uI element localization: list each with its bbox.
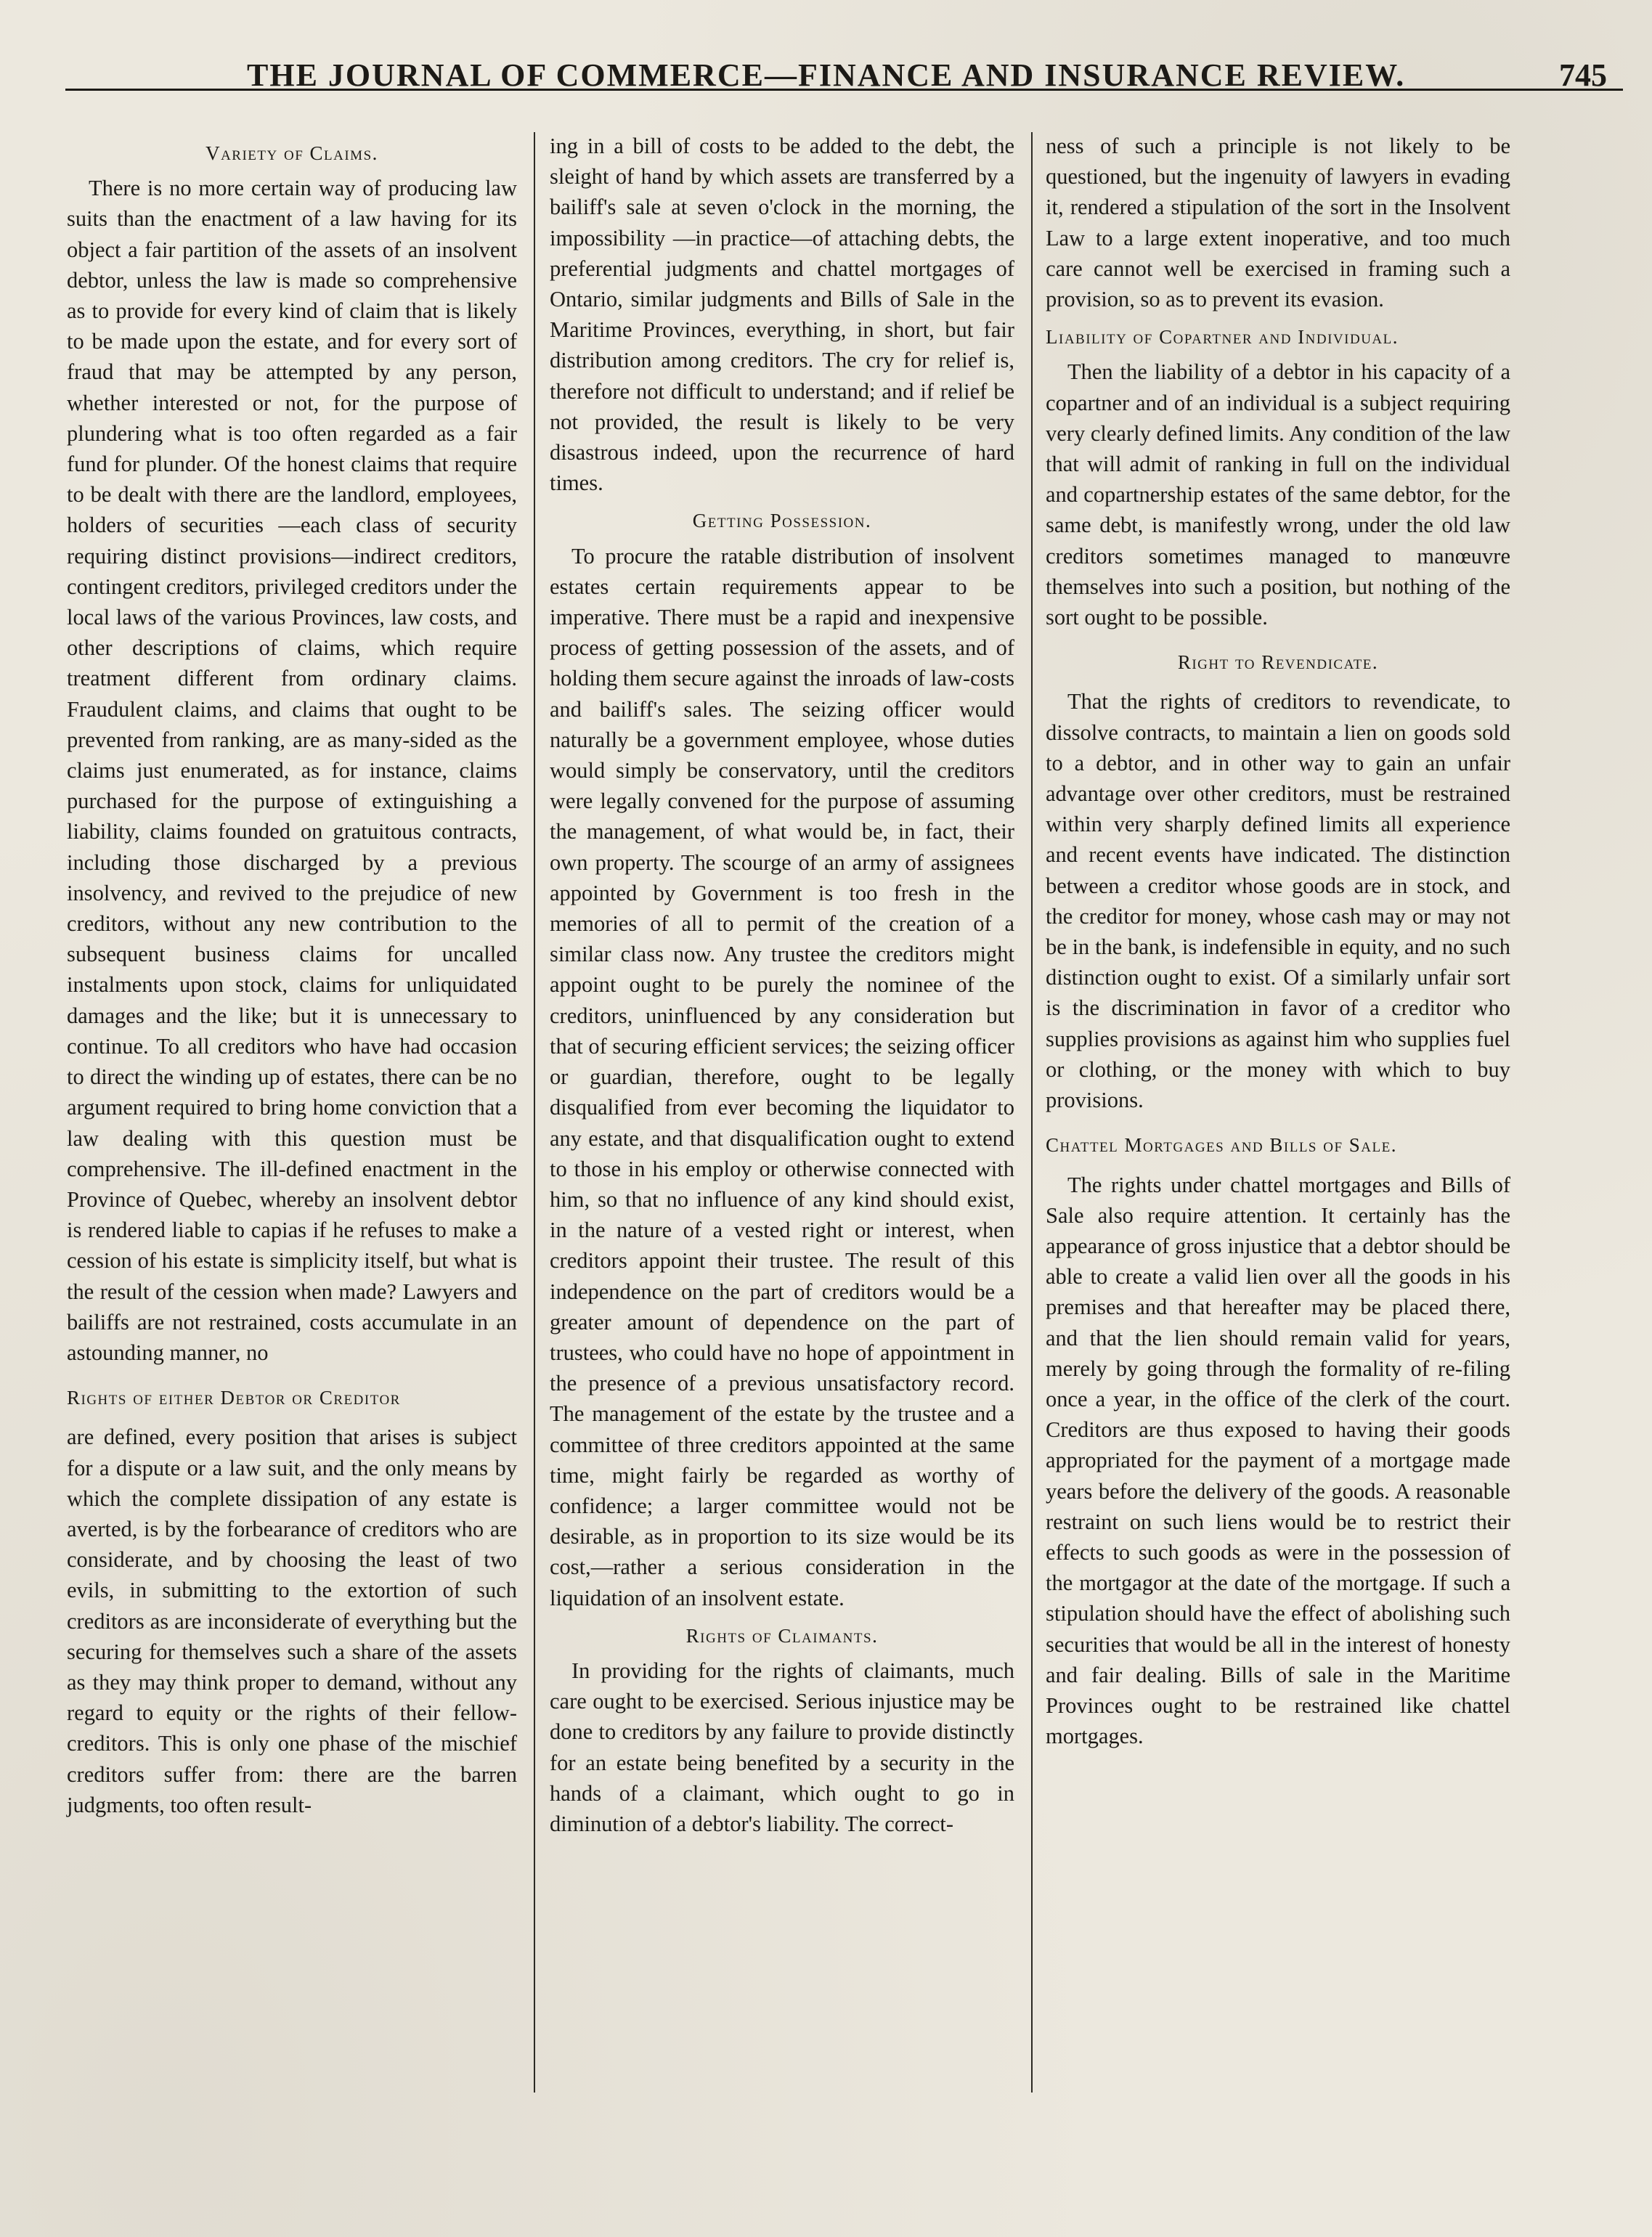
paragraph: That the rights of creditors to revendicate, to dissolve contracts, to maintain a lien on goods sold to a debtor, and in other way to gain an unfair advantage over other creditors, must be restrained within very sharply defined limits all experience and recent events have indicated. The distinction between a creditor whose goods are in stock, and the creditor for money, whose cash may or may not be in the bank, is indefensible in equity, and no such distinction ought to exist. Of a similarly unfair sort is the discrimination in favor of a creditor who supplies provisions as against him who supplies fuel or clothing, or the money with which to buy provisions. [1046,689,1510,1113]
paragraph: To procure the ratable distribution of insolvent estates certain requirements appear to be imperative. There must be a rapid and inexpensive process of getting possession of the assets, and of holding them secure against the inroads of law-costs and bailiff's sales. The seizing officer would naturally be a government employee, whose duties would simply be conservatory, until the creditors were legally convened for the purpose of assuming the management, of what would be, in fact, their own property. The scourge of an army of assignees appointed by Government is too fresh in the memories of all to permit of the creation of a similar class now. Any trustee the creditors might appoint ought to be purely the nominee of the creditors, uninfluenced by any consideration but that of securing efficient services; the seizing officer or guardian, therefore, ought to be legally disqualified from ever becoming the liquidator to any estate, and that disqualification ought to extend to those in his employ or otherwise connected with him, so that no influence of any kind should exist, in the nature of a vested right or interest, when creditors appoint their trustee. The result of this independence on the part of creditors would be a greater amount of dependence on the part of trustees, who could have no hope of appointment in the presence of a previous unsatisfactory record. The management of the estate by the trustee and a committee of three creditors appointed at the same time, might fairly be regarded as worthy of confidence; a larger committee would not be desirable, as in proportion to its size would be its cost,—rather a serious consideration in the liquidation of an insolvent estate. [550,543,1014,1610]
paragraph: Then the liability of a debtor in his capacity of a copartner and of an individual is a subject requiring very clearly defined limits. Any condition of the law that will admit of ranking in full on the individual and copartnership estates of the same debtor, for the same debt, is manifestly wrong, under the old law creditors sometimes managed to manœuvre themselves into such a position, but nothing of the sort ought to be possible. [1046,359,1510,630]
paragraph: ing in a bill of costs to be added to the debt, the sleight of hand by which assets are transferred by a bailiff's sale at seven o'clock in the morning, the impossibility —in practice—of attaching debts, the preferential judgments and chattel mortgages of Ontario, similar judgments and Bills of Sale in the Maritime Provinces, everything, in short, but fair distribution among creditors. The cry for relief is, therefore not difficult to understand; and if relief be not provided, the result is likely to be very disastrous indeed, upon the recurrence of hard times. [550,134,1014,496]
section-heading: Liability of Copartner and Individual. [1046,326,1399,349]
section-heading: Variety of Claims. [206,142,378,164]
page-number: 745 [1559,57,1607,93]
section-heading: Right to Revendicate. [1177,651,1379,674]
article-column-2 [550,131,1014,1839]
header-rule [65,89,1623,91]
paragraph: In providing for the rights of claimants, much care ought to be exercised. Serious injustice may be done to creditors by any failure to provide distinctly for an estate being benefited by a security in the hands of a claimant, which ought to go in diminution of a debtor's liability. The correct- [550,1658,1014,1836]
section-heading: Rights of either Debtor or Creditor [67,1387,401,1409]
article-column-3 [1046,131,1510,1751]
paragraph: There is no more certain way of producing law suits than the enactment of a law having for its object a fair partition of the assets of an insolvent debtor, unless the law is made so comprehensive as to provide for every kind of claim that is likely to be made upon the estate, and for every sort of fraud that may be attempted by any person, whether interested or not, for the purpose of plundering what is too often regarded as a fair fund for plunder. Of the honest claims that require to be dealt with there are the landlord, employees, holders of securities —each class of security requiring distinct provisions—indirect creditors, contingent creditors, privileged creditors under the local laws of the various Provinces, law costs, and other descriptions of claims, which require treatment different from ordinary claims. Fraudulent claims, and claims that ought to be prevented from ranking, are as many-sided as the claims just enumerated, as for instance, claims purchased for the purpose of extinguishing a liability, claims founded on gratuitous contracts, including those discharged by a previous insolvency, and revived to the prejudice of new creditors, without any new contribution to the subsequent business claims for uncalled instalments upon stock, claims for unliquidated damages and the like; but it is unnecessary to continue. To all creditors who have had occasion to direct the winding up of estates, there can be no argument required to bring home conviction that a law dealing with this question must be comprehensive. The ill-defined enactment in the Province of Quebec, whereby an insolvent debtor is rendered liable to capias if he refuses to make a cession of his estate is simplicity itself, but what is the result of the cession when made? Lawyers and bailiffs are not restrained, costs accumulate in an astounding manner, no [67,176,517,1365]
paragraph: ness of such a principle is not likely to be questioned, but the ingenuity of lawyers in evading it, rendered a stipulation of the sort in the Insolvent Law to a large extent inoperative, and too much care cannot well be exercised in framing such a provision, so as to prevent its evasion. [1046,134,1510,312]
section-heading: Getting Possession. [692,510,872,532]
column-divider [1031,132,1033,2093]
paragraph: are defined, every position that arises is subject for a dispute or a law suit, and the only means by which the complete dissipation of any estate is averted, is by the forbearance of creditors who are considerate, and by choosing the least of two evils, in submitting to the extortion of such creditors as are inconsiderate of everything but the securing for themselves such a share of the assets as they may think proper to demand, without any regard to equity or the rights of their fellow-creditors. This is only one phase of the mischief creditors suffer from: there are the barren judgments, too often result- [67,1425,517,1817]
section-heading: Chattel Mortgages and Bills of Sale. [1046,1134,1397,1157]
paragraph: The rights under chattel mortgages and Bills of Sale also require attention. It certainly has the appearance of gross injustice that a debtor should be able to create a valid lien over all the goods in his premises and that hereafter may be placed there, and that the lien should remain valid for years, merely by going through the formality of re-filing once a year, in the office of the clerk of the court. Creditors are thus exposed to having their goods appropriated for the payment of a mortgage made years before the delivery of the goods. A reasonable restraint on such liens would be to restrict their effects to such goods as were in the possession of the mortgagor at the date of the mortgage. If such a stipulation should have the effect of abolishing such securities that would be all in the interest of honesty and fair dealing. Bills of sale in the Maritime Provinces ought to be restrained like chattel mortgages. [1046,1172,1510,1749]
journal-title: THE JOURNAL OF COMMERCE—FINANCE AND INSURANCE REVIEW. [247,57,1406,93]
column-divider [534,132,535,2093]
article-column-1 [67,131,517,1820]
section-heading: Rights of Claimants. [685,1624,879,1647]
